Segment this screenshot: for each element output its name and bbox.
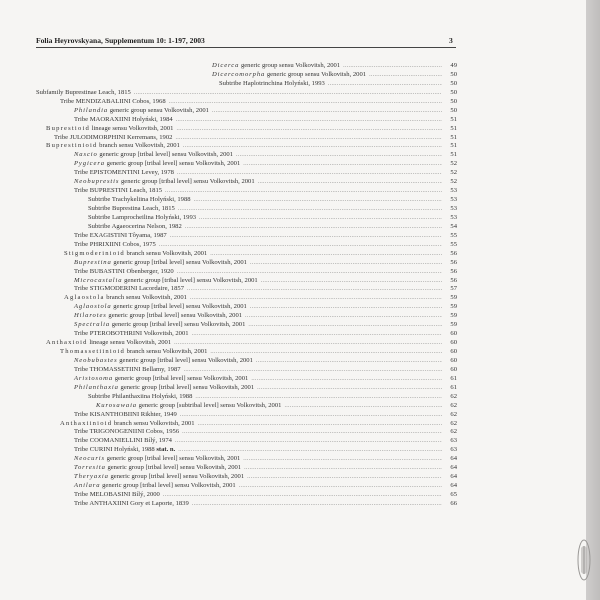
dot-leader bbox=[174, 339, 442, 348]
toc-entry-title bbox=[74, 160, 240, 169]
toc-entry bbox=[36, 89, 457, 98]
dot-leader bbox=[210, 250, 442, 259]
toc-page-number: 51 bbox=[450, 133, 457, 141]
taxon-name: Buprestinioid bbox=[46, 142, 98, 150]
toc-entry bbox=[36, 223, 457, 232]
toc-page-number: 50 bbox=[450, 79, 457, 87]
entry-text: Tribe PTEROBOTHRINI Volkovitsh, 2001 bbox=[74, 330, 189, 338]
entry-text: Tribe COOMANIELLINI Bílý, 1974 bbox=[74, 437, 172, 445]
entry-text: generic group [tribal level] sensu Volkovitsh, 2001 bbox=[106, 312, 243, 320]
entry-text: generic group [tribal level] sensu Volkovitsh, 2001 bbox=[105, 464, 242, 472]
toc-entry bbox=[36, 420, 457, 429]
toc-page-number: 66 bbox=[450, 499, 457, 507]
entry-text: generic group [tribal level] sensu Volkovitsh, 2001 bbox=[113, 374, 249, 382]
entry-text: Subfamily Buprestinae Leach, 1815 bbox=[36, 88, 131, 96]
toc-page-number: 61 bbox=[450, 383, 457, 391]
entry-text: Subtribe Trachykeliina Holyński, 1988 bbox=[88, 196, 191, 204]
dot-leader bbox=[192, 500, 442, 509]
toc-entry-title bbox=[74, 107, 209, 116]
dot-leader bbox=[199, 214, 442, 223]
toc-entry bbox=[36, 393, 457, 402]
toc-page-number: 50 bbox=[450, 70, 457, 78]
dot-leader bbox=[176, 116, 442, 125]
toc-entry-title bbox=[74, 116, 173, 125]
toc-entry-title bbox=[88, 393, 192, 402]
toc-entry-title bbox=[74, 482, 236, 491]
toc-entry-title bbox=[54, 134, 172, 143]
toc-entry-title bbox=[74, 151, 233, 160]
dot-leader bbox=[257, 384, 442, 393]
toc-page-number: 52 bbox=[450, 169, 457, 177]
dot-leader bbox=[176, 125, 442, 134]
entry-text: branch sensu Volkovitsh, 2001 bbox=[125, 348, 208, 355]
toc-page-number: 60 bbox=[450, 330, 457, 338]
toc-entry bbox=[36, 151, 457, 160]
toc-page-number: 62 bbox=[450, 410, 457, 418]
toc-page-number: 64 bbox=[450, 473, 457, 481]
toc-page-number: 56 bbox=[450, 276, 457, 284]
entry-text: Subtribe Lamprocheilina Holyński, 1993 bbox=[88, 213, 197, 221]
toc-entry bbox=[36, 312, 457, 321]
taxon-name: Dicercomorpha bbox=[212, 70, 266, 78]
toc-entry bbox=[36, 491, 457, 500]
entry-text: Tribe JULODIMORPHINI Kerremans, 1902 bbox=[54, 133, 173, 141]
toc-entry-title bbox=[74, 455, 240, 464]
toc-entry-title bbox=[74, 446, 175, 455]
dot-leader bbox=[258, 178, 442, 187]
dot-leader bbox=[284, 402, 442, 411]
dot-leader bbox=[210, 348, 442, 357]
status-note: stat. n. bbox=[154, 446, 176, 454]
toc-entry-title bbox=[74, 259, 247, 268]
dot-leader bbox=[247, 473, 442, 482]
entry-text: Tribe MENDIZABALIINI Cobos, 1968 bbox=[60, 97, 166, 105]
toc-entry-title bbox=[74, 357, 253, 366]
toc-entry bbox=[36, 330, 457, 339]
entry-text: branch sensu Volkovitsh, 2001 bbox=[104, 294, 187, 302]
taxon-name: Hilarotes bbox=[74, 312, 107, 320]
entry-text: lineage sensu Volkovitsh, 2001 bbox=[89, 124, 174, 132]
dot-leader bbox=[134, 89, 442, 98]
entry-text: Tribe BUBASTINI Obenberger, 1920 bbox=[74, 267, 174, 275]
toc-entry-title bbox=[74, 178, 255, 187]
toc-entry bbox=[36, 116, 457, 125]
toc-entry-title bbox=[74, 375, 248, 384]
entry-text: Tribe PHRIXIINI Cobos, 1975 bbox=[74, 240, 156, 248]
taxon-name: Philandia bbox=[74, 106, 109, 114]
toc-entry bbox=[36, 259, 457, 268]
toc-entry bbox=[36, 125, 457, 134]
toc-entry-title bbox=[74, 268, 174, 277]
dot-leader bbox=[250, 303, 442, 312]
toc-entry bbox=[36, 250, 457, 259]
toc-entry-title bbox=[88, 223, 182, 232]
toc-entry-title bbox=[74, 411, 177, 420]
entry-text: lineage sensu Volkovitsh, 2001 bbox=[87, 339, 172, 347]
taxon-name: Aglaostola bbox=[64, 294, 105, 302]
dot-leader bbox=[256, 357, 442, 366]
dot-leader bbox=[175, 134, 442, 143]
toc-page-number: 49 bbox=[450, 62, 457, 69]
entry-text: generic group [tribal level] sensu Volkovitsh, 2001 bbox=[100, 482, 236, 490]
toc-page-number: 50 bbox=[450, 106, 457, 114]
entry-text: generic group [tribal level] sensu Volkovitsh, 2001 bbox=[105, 160, 241, 168]
dot-leader bbox=[177, 169, 442, 178]
entry-text: Tribe BUPRESTINI Leach, 1815 bbox=[74, 187, 163, 195]
toc-entry bbox=[36, 205, 457, 214]
library-stamp-icon bbox=[577, 538, 591, 582]
toc-page-number: 53 bbox=[450, 196, 457, 204]
toc-entry-title bbox=[60, 348, 207, 357]
taxon-name: Neocuris bbox=[74, 455, 106, 463]
toc-entry-title bbox=[74, 303, 247, 312]
toc-entry-title bbox=[74, 473, 244, 482]
toc-page-number: 62 bbox=[450, 401, 457, 409]
toc-entry-title bbox=[60, 420, 195, 429]
dot-leader bbox=[195, 393, 442, 402]
toc-page-number: 63 bbox=[450, 446, 457, 454]
dot-leader bbox=[236, 151, 442, 160]
toc-entry bbox=[36, 500, 457, 509]
toc-entry bbox=[36, 107, 457, 116]
toc-entry-title bbox=[74, 491, 160, 500]
toc-entry bbox=[36, 482, 457, 491]
toc-page-number: 62 bbox=[450, 428, 457, 436]
entry-text: Subtribe Haplotrinchina Holyński, 1993 bbox=[219, 79, 325, 87]
dot-leader bbox=[187, 285, 442, 294]
toc-entry bbox=[36, 321, 457, 330]
toc-entry-title bbox=[74, 285, 184, 294]
toc-entry bbox=[36, 303, 457, 312]
toc-page-number: 52 bbox=[450, 178, 457, 186]
taxon-name: Buprestina bbox=[74, 258, 112, 266]
toc-entry bbox=[36, 98, 457, 107]
toc-page-number: 62 bbox=[450, 419, 457, 427]
dot-leader bbox=[175, 437, 442, 446]
toc-entry-title bbox=[88, 205, 175, 214]
toc-entry bbox=[36, 178, 457, 187]
dot-leader bbox=[243, 455, 442, 464]
toc-page-number: 62 bbox=[450, 392, 457, 400]
dot-leader bbox=[369, 71, 442, 80]
entry-text: generic group sensu Volkovitsh, 2001 bbox=[108, 106, 209, 114]
toc-page-number: 52 bbox=[450, 160, 457, 168]
toc-page-number: 64 bbox=[450, 482, 457, 490]
entry-text: Tribe STIGMODERINI Lacordaire, 1857 bbox=[74, 285, 184, 293]
dot-leader bbox=[190, 294, 442, 303]
dot-leader bbox=[194, 196, 442, 205]
toc-page-number: 51 bbox=[450, 151, 457, 159]
dot-leader bbox=[251, 375, 442, 384]
taxon-name: Stigmoderinioid bbox=[64, 249, 125, 257]
entry-text: Tribe CURINI Holyński, 1988 bbox=[74, 446, 155, 454]
toc-entry-title bbox=[46, 142, 180, 151]
journal-header: Folia Heyrovskyana, Supplementum 10: 1-197, 2003 bbox=[36, 36, 205, 45]
entry-text: Tribe KISANTHOBIINI Rikhter, 1949 bbox=[74, 410, 177, 418]
toc-entry-title bbox=[219, 80, 325, 89]
entry-text: Tribe EXAGISTINI Tôyama, 1987 bbox=[74, 231, 167, 239]
dot-leader bbox=[178, 446, 442, 455]
page-number: 3 bbox=[449, 36, 453, 45]
toc-entry-title bbox=[46, 339, 171, 348]
toc-entry bbox=[36, 80, 457, 89]
toc-entry bbox=[36, 464, 457, 473]
toc-entry bbox=[36, 142, 457, 151]
toc-page-number: 56 bbox=[450, 267, 457, 275]
entry-text: generic group [tribal level] sensu Volkovitsh, 2001 bbox=[111, 303, 247, 311]
toc-entry-title bbox=[74, 500, 189, 509]
toc-entry-title bbox=[36, 89, 131, 98]
toc-entry bbox=[36, 285, 457, 294]
toc-entry bbox=[36, 446, 457, 455]
toc-entry-title bbox=[212, 62, 340, 71]
toc-entry-title bbox=[74, 428, 179, 437]
toc-entry-title bbox=[46, 125, 173, 134]
dot-leader bbox=[170, 232, 442, 241]
toc-page-number: 60 bbox=[450, 356, 457, 364]
entry-text: generic group [tribal level] sensu Volkovitsh, 2001 bbox=[118, 383, 255, 391]
toc-entry bbox=[36, 428, 457, 437]
toc-entry-title bbox=[74, 312, 242, 321]
toc-entry bbox=[36, 384, 457, 393]
entry-text: generic group sensu Volkovitsh, 2001 bbox=[265, 70, 367, 78]
toc-page-number: 50 bbox=[450, 88, 457, 96]
toc-entry bbox=[36, 348, 457, 357]
dot-leader bbox=[169, 98, 442, 107]
entry-text: Tribe EPISTOMENTINI Levey, 1978 bbox=[74, 169, 174, 177]
dot-leader bbox=[244, 464, 442, 473]
toc-page-number: 55 bbox=[450, 240, 457, 248]
toc-page-number: 55 bbox=[450, 231, 457, 239]
dot-leader bbox=[261, 277, 442, 286]
toc-page-number: 53 bbox=[450, 205, 457, 212]
toc-entry bbox=[36, 268, 457, 277]
dot-leader bbox=[182, 428, 442, 437]
entry-text: Tribe MELOBASINI Bílý, 2000 bbox=[74, 491, 160, 498]
entry-text: branch sensu Volkovitsh, 2001 bbox=[97, 142, 180, 150]
toc-page-number: 53 bbox=[450, 213, 457, 221]
table-of-contents bbox=[36, 62, 457, 509]
toc-entry-title bbox=[96, 402, 281, 411]
toc-entry-title bbox=[74, 366, 181, 375]
toc-entry bbox=[36, 169, 457, 178]
dot-leader bbox=[185, 223, 442, 232]
toc-entry bbox=[36, 473, 457, 482]
dot-leader bbox=[328, 80, 442, 89]
taxon-name: Microcastalia bbox=[74, 276, 123, 284]
toc-page-number: 56 bbox=[450, 249, 457, 257]
entry-text: Subtribe Agaeocerina Nelson, 1982 bbox=[88, 222, 182, 230]
toc-entry-title bbox=[60, 98, 166, 107]
toc-entry bbox=[36, 232, 457, 241]
toc-entry bbox=[36, 187, 457, 196]
dot-leader bbox=[198, 420, 442, 429]
toc-page-number: 59 bbox=[450, 294, 457, 302]
dot-leader bbox=[212, 107, 442, 116]
toc-entry-title bbox=[74, 187, 162, 196]
toc-entry bbox=[36, 134, 457, 143]
taxon-name: Torresita bbox=[74, 464, 106, 472]
taxon-name: Philanthaxia bbox=[74, 383, 119, 391]
toc-page-number: 60 bbox=[450, 339, 457, 347]
toc-page-number: 54 bbox=[450, 222, 457, 230]
toc-entry bbox=[36, 366, 457, 375]
toc-page-number: 60 bbox=[450, 348, 457, 355]
entry-text: Tribe ANTHAXIINI Gory et Laporte, 1839 bbox=[74, 499, 189, 507]
toc-page-number: 64 bbox=[450, 464, 457, 472]
dot-leader bbox=[243, 160, 442, 169]
dot-leader bbox=[239, 482, 442, 491]
toc-page-number: 59 bbox=[450, 321, 457, 329]
taxon-name: Dicerca bbox=[212, 62, 240, 69]
entry-text: generic group [subtribal level] sensu Volkovitsh, 2001 bbox=[137, 401, 282, 409]
entry-text: branch sensu Volkovitsh, 2001 bbox=[124, 249, 208, 257]
entry-text: generic group [tribal level] sensu Volkovitsh, 2001 bbox=[111, 258, 247, 266]
toc-entry-title bbox=[212, 71, 366, 80]
taxon-name: Neobuprestis bbox=[74, 178, 120, 186]
taxon-name: Anilara bbox=[74, 482, 101, 490]
toc-entry bbox=[36, 339, 457, 348]
entry-text: branch sensu Volkovitsh, 2001 bbox=[112, 419, 195, 427]
toc-page-number: 56 bbox=[450, 258, 457, 266]
dot-leader bbox=[245, 312, 442, 321]
toc-entry bbox=[36, 294, 457, 303]
toc-entry-title bbox=[74, 241, 156, 250]
taxon-name: Neobubastes bbox=[74, 356, 118, 364]
entry-text: generic group sensu Volkovitsh, 2001 bbox=[239, 62, 341, 69]
taxon-name: Spectralia bbox=[74, 321, 111, 329]
entry-text: generic group [tribal level] sensu Volkovitsh, 2001 bbox=[117, 356, 253, 364]
toc-entry-title bbox=[64, 250, 207, 259]
toc-entry-title bbox=[88, 196, 191, 205]
toc-entry-title bbox=[74, 384, 254, 393]
taxon-name: Buprestioid bbox=[46, 124, 90, 132]
entry-text: Subtribe Buprestina Leach, 1815 bbox=[88, 205, 175, 212]
book-spine bbox=[586, 0, 600, 600]
entry-text: generic group [tribal level] sensu Volkovitsh, 2001 bbox=[110, 321, 246, 329]
toc-entry bbox=[36, 455, 457, 464]
dot-leader bbox=[177, 268, 442, 277]
toc-entry-title bbox=[64, 294, 187, 303]
toc-entry bbox=[36, 411, 457, 420]
dot-leader bbox=[163, 491, 442, 500]
dot-leader bbox=[192, 330, 442, 339]
toc-page-number: 59 bbox=[450, 303, 457, 311]
taxon-name: Pygicera bbox=[74, 160, 105, 168]
toc-page-number: 53 bbox=[450, 187, 457, 195]
toc-entry bbox=[36, 402, 457, 411]
entry-text: Subtribe Philanthaxiina Holyński, 1988 bbox=[88, 392, 193, 400]
dot-leader bbox=[183, 142, 442, 151]
entry-text: generic group [tribal level] sensu Volkovitsh, 2001 bbox=[122, 276, 258, 284]
dot-leader bbox=[159, 241, 442, 250]
toc-page-number: 57 bbox=[450, 285, 457, 293]
dot-leader bbox=[343, 62, 442, 71]
toc-entry-title bbox=[74, 232, 167, 241]
taxon-name: Aristosoma bbox=[74, 374, 114, 382]
entry-text: generic group [tribal level] sensu Volkovitsh, 2001 bbox=[97, 151, 233, 159]
toc-page-number: 64 bbox=[450, 455, 457, 463]
taxon-name: Kurosawaia bbox=[96, 401, 137, 409]
toc-entry bbox=[36, 437, 457, 446]
header-rule bbox=[36, 47, 456, 48]
toc-page-number: 50 bbox=[450, 97, 457, 105]
entry-text: generic group [tribal level] sensu Volkovitsh, 2001 bbox=[105, 455, 241, 463]
toc-page-number: 59 bbox=[450, 312, 457, 320]
entry-text: Tribe THOMASSETIINI Bellamy, 1987 bbox=[74, 365, 181, 373]
taxon-name: Theryaxia bbox=[74, 473, 109, 481]
toc-page-number: 63 bbox=[450, 437, 457, 445]
toc-entry bbox=[36, 375, 457, 384]
toc-page-number: 61 bbox=[450, 374, 457, 382]
dot-leader bbox=[248, 321, 442, 330]
toc-page-number: 51 bbox=[450, 115, 457, 123]
taxon-name: Aglaostola bbox=[74, 303, 112, 311]
toc-page-number: 60 bbox=[450, 365, 457, 373]
entry-text: generic group [tribal level] sensu Volkovitsh, 2001 bbox=[119, 178, 255, 186]
toc-entry bbox=[36, 196, 457, 205]
toc-entry-title bbox=[74, 437, 172, 446]
entry-text: Tribe TRIGONOGENIINI Cobos, 1956 bbox=[74, 428, 180, 436]
toc-entry bbox=[36, 214, 457, 223]
toc-entry bbox=[36, 62, 457, 71]
entry-text: Tribe MAORAXIINI Holyński, 1984 bbox=[74, 115, 173, 123]
dot-leader bbox=[180, 411, 442, 420]
toc-entry-title bbox=[88, 214, 196, 223]
entry-text: generic group [tribal level] sensu Volkovitsh, 2001 bbox=[108, 473, 245, 481]
dot-leader bbox=[250, 259, 442, 268]
toc-entry bbox=[36, 241, 457, 250]
taxon-name: Nascio bbox=[74, 151, 98, 159]
dot-leader bbox=[165, 187, 442, 196]
toc-entry-title bbox=[74, 464, 241, 473]
dot-leader bbox=[178, 205, 442, 214]
taxon-name: Anthaxioid bbox=[46, 339, 88, 347]
toc-page-number: 51 bbox=[450, 142, 457, 150]
dot-leader bbox=[184, 366, 442, 375]
toc-entry-title bbox=[74, 277, 258, 286]
toc-page-number: 65 bbox=[450, 491, 457, 498]
taxon-name: Anthaxiinioid bbox=[60, 419, 113, 427]
toc-entry bbox=[36, 277, 457, 286]
toc-entry bbox=[36, 71, 457, 80]
taxon-name: Thomassetiinioid bbox=[60, 348, 125, 355]
toc-entry bbox=[36, 357, 457, 366]
toc-entry-title bbox=[74, 169, 174, 178]
toc-entry bbox=[36, 160, 457, 169]
toc-entry-title bbox=[74, 330, 189, 339]
toc-page-number: 51 bbox=[450, 124, 457, 132]
toc-entry-title bbox=[74, 321, 245, 330]
